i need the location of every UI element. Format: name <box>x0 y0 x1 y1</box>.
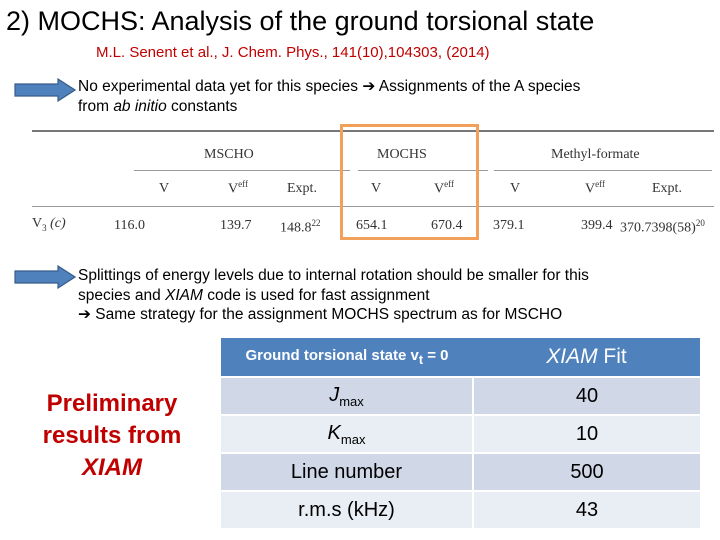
table-row <box>221 491 700 528</box>
bullet2-line1: Splittings of energy levels due to internal rotation should be smaller for this <box>78 267 589 284</box>
row-value: 43 <box>473 491 700 528</box>
reference-citation: M.L. Senent et al., J. Chem. Phys., 141(10),104303, (2014) <box>96 44 490 61</box>
row-label: $J_{max}$ <box>221 377 473 415</box>
col-header-v: V <box>159 181 170 196</box>
row-value: 500 <box>473 453 700 491</box>
bullet2-text-a: species and <box>78 286 166 304</box>
group-header-methyl-formate: Methyl-formate <box>551 147 640 162</box>
right-arrow-bullet-icon <box>14 265 76 289</box>
slide-title: 2) MOCHS: Analysis of the ground torsional state <box>6 6 595 36</box>
row-label: Line number <box>221 453 473 491</box>
col-header-v: V <box>371 181 382 196</box>
bullet2-line3: Same strategy for the assignment MOCHS spectrum as for MSCHO <box>91 306 563 323</box>
table-rule <box>134 170 350 171</box>
value-cell: 379.1 <box>493 218 525 233</box>
col-header-veff: $V^{eff}$ <box>434 179 454 197</box>
preliminary-line: results from <box>42 422 182 449</box>
right-arrow-bullet-icon <box>14 78 76 102</box>
value-cell: 148.8$^{22}$ <box>280 218 321 236</box>
col-header-expt: Expt. <box>287 181 317 196</box>
bullet2-italic: XIAM <box>165 286 203 304</box>
group-header-mochs: MOCHS <box>377 147 427 162</box>
header-xiam-fit: XIAM Fit <box>473 338 700 377</box>
xiam-results-table <box>221 338 700 528</box>
arrow-glyph: ➔ <box>362 78 376 95</box>
value-cell: 399.4 <box>581 218 613 233</box>
table-row <box>221 377 700 415</box>
bullet1-italic: ab initio <box>113 97 167 115</box>
col-header-v: V <box>510 181 521 196</box>
arrow-glyph: ➔ <box>78 306 91 323</box>
bullet1-text-d: constants <box>166 97 238 115</box>
bullet1-text-c: from <box>78 97 114 115</box>
bullet1-text-b: Assignments of the A species <box>375 78 581 95</box>
col-header-expt: Expt. <box>652 181 682 196</box>
bullet1-text-a: No experimental data yet for this species <box>78 78 363 95</box>
preliminary-line: XIAM <box>82 454 142 481</box>
col-header-veff: $V^{eff}$ <box>585 179 605 197</box>
row-value: 10 <box>473 415 700 453</box>
bullet-splittings <box>78 266 703 325</box>
preliminary-results-label <box>22 388 202 484</box>
group-header-mscho: MSCHO <box>204 147 254 162</box>
table-rule <box>494 170 712 171</box>
row-label: r.m.s (kHz) <box>221 491 473 528</box>
bullet-no-experimental-data <box>78 77 698 116</box>
value-cell: 654.1 <box>356 218 388 233</box>
value-cell: 139.7 <box>220 218 252 233</box>
mochs-highlight-box <box>340 124 479 240</box>
row-label-v3: $V_3$ (c) <box>32 216 66 233</box>
row-value: 40 <box>473 377 700 415</box>
value-cell: $370.7398(58)^{20}$ <box>620 218 705 236</box>
bullet2-text-b: code is used for fast assignment <box>202 286 430 304</box>
table-row <box>221 453 700 491</box>
header-ground-state: Ground torsional state $v_t = 0$ <box>221 338 473 377</box>
col-header-veff: $V^{eff}$ <box>228 179 248 197</box>
preliminary-line: Preliminary <box>46 390 178 417</box>
table-row <box>221 415 700 453</box>
value-cell: 116.0 <box>114 218 145 233</box>
value-cell: 670.4 <box>431 218 463 233</box>
row-label: $K_{max}$ <box>221 415 473 453</box>
